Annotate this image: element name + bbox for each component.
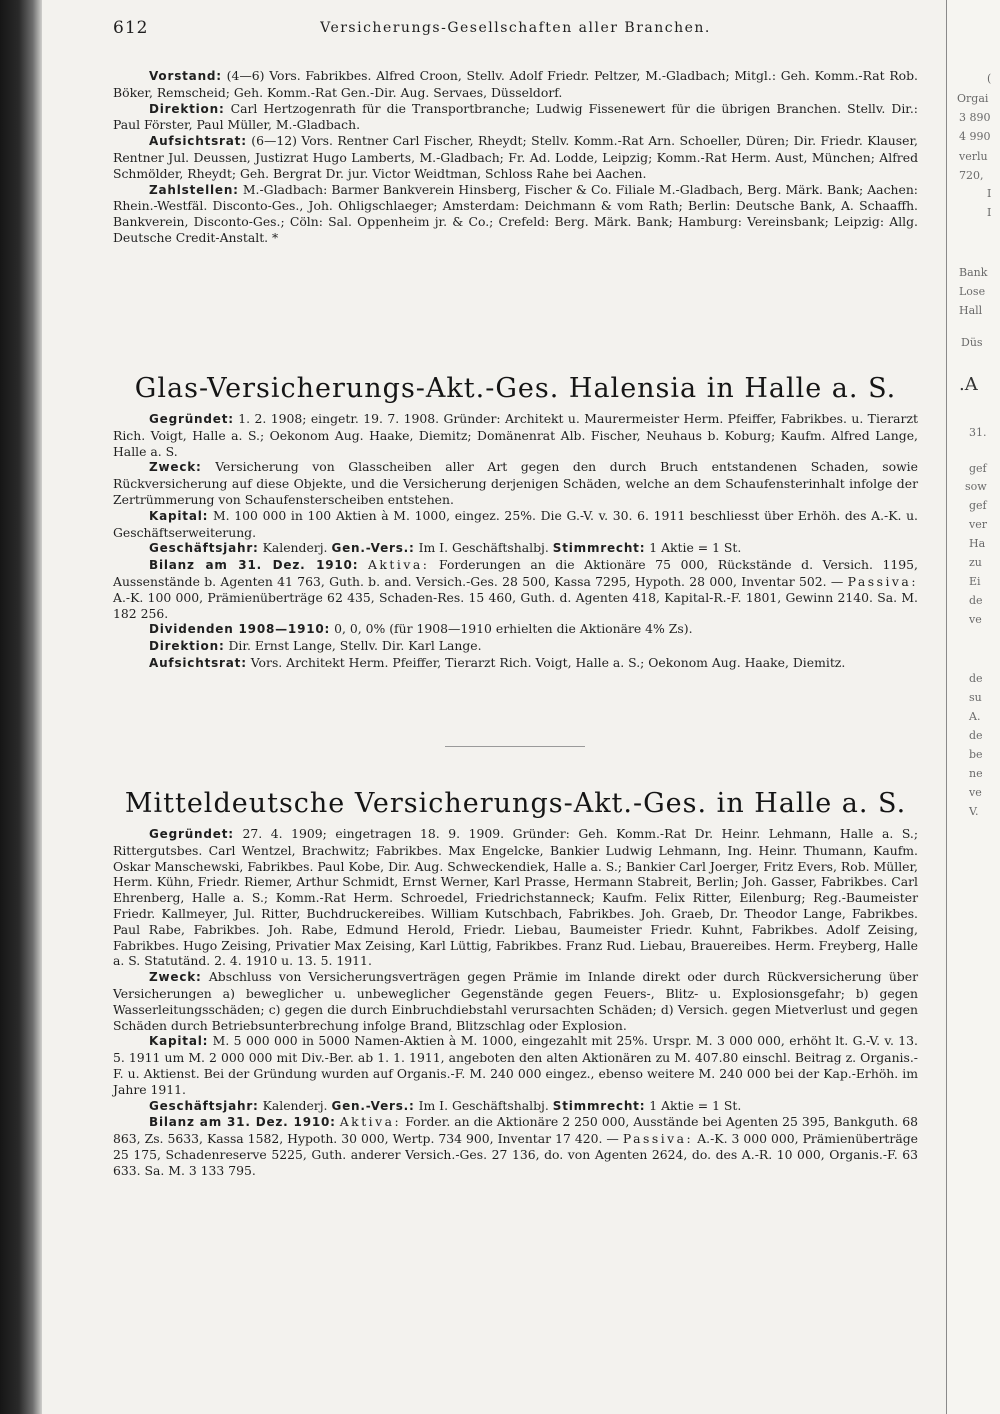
entry-text: Forderungen an die Aktionäre 75 000, Rückstände d. Versich. 1195, Aussenstände b. Agenten 41 763, Guth. b. and. Versich.-Ges. 28 500, Kassa 7295, Hypoth. 28 000, Inventar 502. — xyxy=(113,557,918,589)
adjacent-page-fragment: verlu xyxy=(959,150,988,163)
entry-label: Bilanz am 31. Dez. 1910: xyxy=(149,1115,336,1130)
entry-dividenden xyxy=(113,621,918,638)
entry-text: Carl Hertzogenrath für die Transportbranche; Ludwig Fissenewert für die übrigen Branchen. Stellv. Dir.: Paul Förster, Paul Müller, M.-Gladbach. xyxy=(113,100,918,133)
entry-text: M.-Gladbach: Barmer Bankverein Hinsberg, Fischer & Co. Filiale M.-Gladbach, Berg. Märk. Bank; Aachen: Rhein.-Westfäl. Disconto-Ges., Joh. Ohligschlaeger; Amsterdam: Deichmann & vom Rath; Berlin: Deutsche Bank, A. Schaaffh. Bankverein, Disconto-Ges.; Cöln: Sal. Oppenheim jr. & Co.; Crefeld: Berg. Märk. Bank; Hamburg: Vereinsbank; Leipzig: Allg. Deutsche Credit-Anstalt. * xyxy=(113,181,918,245)
entry-gegruendet xyxy=(113,411,918,459)
entry-text: M. 100 000 in 100 Aktien à M. 1000, eingez. 25%. Die G.-V. v. 30. 6. 1911 beschliesst über Erhöh. des A.-K. u. Geschäftserweiterung. xyxy=(113,507,918,540)
adjacent-page-fragment: 720, xyxy=(959,169,984,182)
passiva-label: Passiva: xyxy=(622,1131,694,1147)
entry-label: Aufsichtsrat: xyxy=(149,134,247,149)
entry-direktion xyxy=(113,638,918,655)
company-halensia xyxy=(113,373,918,672)
entry-text: 1. 2. 1908; eingetr. 19. 7. 1908. Gründer: Architekt u. Maurermeister Herm. Pfeiffer, Fabrikbes. u. Tierarzt Rich. Voigt, Halle a. S.; Oekonom Aug. Haake, Diemitz; Domänenrat Alb. Fischer, Neuhaus b. Koburg; Kaufm. Alfred Lange, Halle a. S. xyxy=(113,411,918,459)
adjacent-page-fragment: 31. xyxy=(969,426,987,439)
page-header xyxy=(113,18,918,42)
adjacent-page-fragment: ver xyxy=(969,518,987,531)
entry-kapital xyxy=(113,508,918,541)
company-title: Mitteldeutsche Versicherungs-Akt.-Ges. in Halle a. S. xyxy=(124,788,907,819)
entry-bilanz xyxy=(113,1114,918,1178)
entry-geschaeftsjahr xyxy=(113,540,918,557)
entry-zweck xyxy=(113,459,918,507)
entry-label: Stimmrecht: xyxy=(552,541,646,556)
entry-text: Versicherung von Glasscheiben aller Art gegen den durch Bruch entstandenen Schaden, sowie Rückversicherung auf diese Objekte, und die Versicherung derjenigen Schäden, welche an dem Schaufensterinhalt infolge der Zertrümmerung von Schaufensterscheiben entstehen. xyxy=(113,459,918,507)
entry-label: Kapital: xyxy=(149,508,209,523)
entry-text: Kalenderj. xyxy=(262,1097,328,1113)
adjacent-page-fragment: 4 990 xyxy=(959,130,991,143)
adjacent-page-fragment: sow xyxy=(965,480,987,493)
entry-aufsichtsrat xyxy=(113,133,918,181)
entry-text: 27. 4. 1909; eingetragen 18. 9. 1909. Gründer: Geh. Komm.-Rat Dr. Heinr. Lehmann, Halle a. S.; Rittergutsbes. Carl Wentzel, Brachwitz; Fabrikbes. Max Engelcke, Bankier Ludwig Lehmann, Ing. Heinr. Thumann, Kaufm. Oskar Manschewski, Fabrikbes. Paul Kobe, Dir. Aug. Schweckendiek, Halle a. S.; Bankier Carl Joerger, Fritz Evers, Rob. Müller, Herm. Kühn, Friedr. Riemer, Arthur Schmidt, Ernst Werner, Karl Prasse, Hermann Stabreit, Berlin; Joh. Gasser, Fabrikbes. Carl Ehrenberg, Halle a. S.; Komm.-Rat Herm. Schroedel, Friedrichstanneck; Kaufm. Felix Ritter, Eilenburg; Reg.-Baumeister Friedr. Kallmeyer, Jul. Ritter, Buchdruckereibes. William Kutschbach, Fabrikbes. Joh. Graeb, Dr. Theodor Lange, Fabrikbes. Paul Rabe, Fabrikbes. Joh. Rabe, Edmund Herold, Friedr. Liebau, Baumeister Friedr. Kuhnt, Fabrikbes. Adolf Zeising, Fabrikbes. Hugo Zeising, Privatier Max Zeising, Karl Lüttig, Fabrikbes. Franz Rud. Liebau, Brauereibes. Herm. Freyberg, Halle a. S. Statutänd. 2. 4. 1910 u. 13. 5. 1911. xyxy=(113,826,918,969)
document-page xyxy=(113,18,918,1178)
entry-label: Direktion: xyxy=(149,101,225,116)
entry-label: Aufsichtsrat: xyxy=(149,655,247,670)
entry-label: Zweck: xyxy=(149,460,202,475)
adjacent-page-fragment: ne xyxy=(969,767,983,780)
entry-label: Dividenden 1908—1910: xyxy=(149,622,331,637)
entry-direktion xyxy=(113,101,918,134)
aktiva-label: Aktiva: xyxy=(339,1114,402,1130)
adjacent-page-fragment: I xyxy=(987,206,992,219)
entry-zweck xyxy=(113,969,918,1033)
company-mitteldeutsche xyxy=(113,788,918,1179)
adjacent-page-fragment: Orgai xyxy=(957,92,989,105)
entry-kapital xyxy=(113,1033,918,1097)
adjacent-page-fragment: 3 890 xyxy=(959,111,991,124)
adjacent-page-fragment: ( xyxy=(987,72,992,85)
entry-label: Vorstand: xyxy=(149,69,222,83)
entry-text: 1 Aktie = 1 St. xyxy=(649,1097,742,1113)
previous-company-continuation xyxy=(113,68,918,246)
entry-label: Gegründet: xyxy=(149,412,234,426)
adjacent-page-edge xyxy=(946,0,1000,1414)
entry-text: Forder. an die Aktionäre 2 250 000, Ausstände bei Agenten 25 395, Bankguth. 68 863, Zs. 5633, Kassa 1582, Hypoth. 30 000, Wertp. 734 900, Inventar 17 420. — xyxy=(113,1114,918,1147)
entry-label: Zweck: xyxy=(149,970,202,985)
entry-text: 1 Aktie = 1 St. xyxy=(649,540,742,556)
adjacent-page-fragment: gef xyxy=(969,499,987,512)
entry-vorstand xyxy=(113,68,918,101)
adjacent-page-fragment: ve xyxy=(969,613,982,626)
entry-aufsichtsrat xyxy=(113,655,918,672)
entry-geschaeftsjahr xyxy=(113,1098,918,1115)
entry-text: Kalenderj. xyxy=(262,540,328,556)
passiva-label: Passiva: xyxy=(847,573,918,589)
entry-label: Zahlstellen: xyxy=(149,182,239,197)
entry-text: Im I. Geschäftshalbj. xyxy=(418,540,549,556)
entry-label: Direktion: xyxy=(149,639,225,654)
adjacent-page-fragment: A. xyxy=(969,710,981,723)
adjacent-page-fragment: ve xyxy=(969,786,982,799)
entry-label: Geschäftsjahr: xyxy=(149,1098,259,1113)
adjacent-page-fragment: Ha xyxy=(969,537,986,550)
entry-text: Im I. Geschäftshalbj. xyxy=(418,1097,549,1113)
aktiva-label: Aktiva: xyxy=(367,557,430,573)
adjacent-page-fragment: su xyxy=(969,691,982,704)
adjacent-page-fragment: Lose xyxy=(959,285,986,298)
running-title: Versicherungs-Gesellschaften aller Branchen. xyxy=(320,20,711,36)
entry-text: Abschluss von Versicherungsverträgen gegen Prämie im Inlande direkt oder durch Rückversicherung über Versicherungen a) beweglicher u. unbeweglicher Gegenstände gegen Feuers-, Blitz- u. Explosionsgefahr; b) gegen Wasserleitungsschäden; c) gegen die durch Einbruchdiebstahl verursachten Schäden; d) Versich. gegen Mietverlust und gegen Schäden durch Betriebsunterbrechung infolge Brand, Blitzschlag oder Explosion. xyxy=(113,969,918,1033)
entry-text: A.-K. 100 000, Prämienüberträge 62 435, Schaden-Res. 15 460, Guth. d. Agenten 418, Kapital-R.-F. 1801, Gewinn 2140. Sa. M. 182 256. xyxy=(113,589,918,621)
adjacent-page-fragment: be xyxy=(969,748,983,761)
adjacent-page-fragment: de xyxy=(969,594,983,607)
entry-label: Gegründet: xyxy=(149,827,234,841)
adjacent-page-fragment: Bank xyxy=(959,266,988,279)
adjacent-page-fragment: de xyxy=(969,729,983,742)
entry-label: Gen.-Vers.: xyxy=(331,1098,415,1113)
adjacent-page-fragment: de xyxy=(969,672,983,685)
entry-text: Vors. Architekt Herm. Pfeiffer, Tierarzt Rich. Voigt, Halle a. S.; Oekonom Aug. Haake, Diemitz. xyxy=(250,654,846,670)
entry-text: M. 5 000 000 in 5000 Namen-Aktien à M. 1000, eingezahlt mit 25%. Urspr. M. 3 000 000, erhöht lt. G.-V. v. 13. 5. 1911 um M. 2 000 000 mit Div.-Ber. ab 1. 1. 1911, angeboten den alten Aktionären zu M. 407.80 einschl. Beitrag z. Organis.-F. u. Aktienst. Bei der Gründung wurden auf Organis.-F. M. 240 000 eingez., ebenso weitere M. 240 000 bei der Kap.-Erhöh. im Jahre 1911. xyxy=(113,1033,918,1097)
entry-label: Kapital: xyxy=(149,1034,209,1049)
adjacent-page-fragment: zu xyxy=(969,556,982,569)
adjacent-page-fragment: V. xyxy=(969,805,979,818)
entry-gegruendet xyxy=(113,826,918,969)
book-spine-shadow xyxy=(0,0,42,1414)
section-divider xyxy=(445,746,585,747)
entry-label: Bilanz am 31. Dez. 1910: xyxy=(149,558,359,573)
entry-text: Dir. Ernst Lange, Stellv. Dir. Karl Lange. xyxy=(228,638,482,654)
adjacent-page-fragment: Hall xyxy=(959,304,983,317)
adjacent-page-fragment: I xyxy=(987,187,992,200)
entry-text: (6—12) Vors. Rentner Carl Fischer, Rheydt; Stellv. Komm.-Rat Arn. Schoeller, Düren; Dir. Friedr. Klauser, Rentner Jul. Deussen, Justizrat Hugo Lamberts, M.-Gladbach; Fr. Ad. Lodde, Leipzig; Komm.-Rat Herm. Aust, München; Alfred Schmölder, Rheydt; Geh. Bergrat Dr. jur. Victor Weidtman, Schloss Rahe bei Aachen. xyxy=(113,133,918,181)
company-title: Glas-Versicherungs-Akt.-Ges. Halensia in Halle a. S. xyxy=(134,373,897,404)
adjacent-page-fragment: Düs xyxy=(961,336,983,349)
entry-text: A.-K. 3 000 000, Prämienüberträge 25 175, Schadenreserve 5225, Guth. anderer Versich.-Ges. 27 136, do. von Agenten 2624, do. des A.-R. 10 000, Organis.-F. 63 633. Sa. M. 3 133 795. xyxy=(113,1131,918,1178)
entry-label: Stimmrecht: xyxy=(552,1098,646,1113)
adjacent-page-fragment: gef xyxy=(969,462,987,475)
adjacent-page-fragment: Ei xyxy=(969,575,981,588)
entry-bilanz xyxy=(113,557,918,621)
entry-label: Geschäftsjahr: xyxy=(149,541,259,556)
entry-text: 0, 0, 0% (für 1908—1910 erhielten die Aktionäre 4% Zs). xyxy=(334,621,693,637)
entry-label: Gen.-Vers.: xyxy=(331,541,415,556)
entry-text: (4—6) Vors. Fabrikbes. Alfred Croon, Stellv. Adolf Friedr. Peltzer, M.-Gladbach; Mitgl.: Geh. Komm.-Rat Rob. Böker, Remscheid; Geh. Komm.-Rat Gen.-Dir. Aug. Servaes, Düsseldorf. xyxy=(113,68,918,100)
adjacent-page-fragment: .A xyxy=(959,374,978,395)
page-number: 612 xyxy=(113,18,149,38)
entry-zahlstellen xyxy=(113,182,918,246)
